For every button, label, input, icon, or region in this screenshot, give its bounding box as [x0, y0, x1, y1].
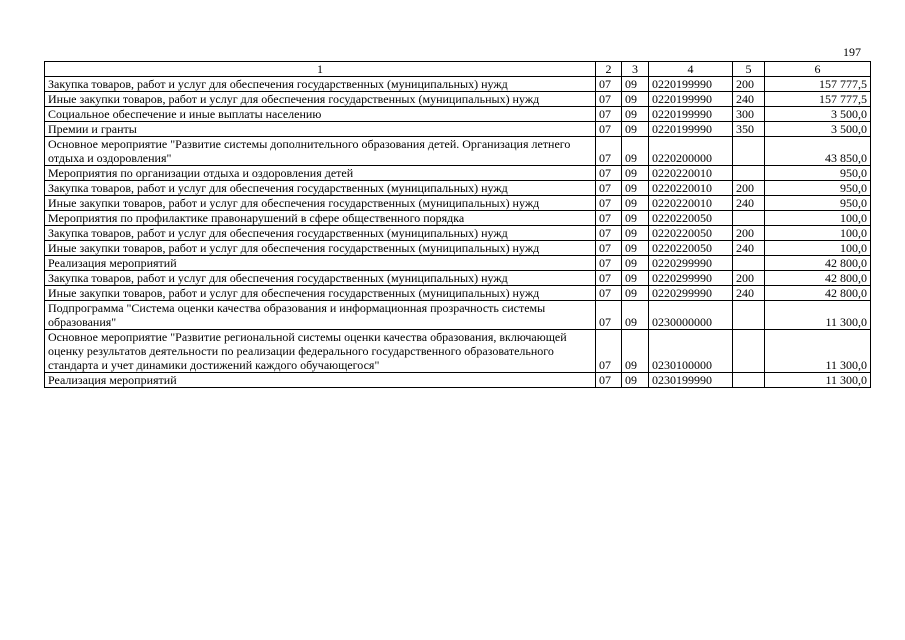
expense-type-cell [733, 330, 765, 373]
section-cell: 07 [596, 373, 622, 388]
column-header: 1 [45, 62, 596, 77]
amount-cell: 950,0 [765, 181, 871, 196]
table-row [45, 181, 871, 196]
amount-cell: 42 800,0 [765, 286, 871, 301]
subsection-cell: 09 [622, 256, 649, 271]
amount-cell: 42 800,0 [765, 271, 871, 286]
column-header: 6 [765, 62, 871, 77]
section-cell: 07 [596, 211, 622, 226]
section-cell: 07 [596, 181, 622, 196]
subsection-cell: 09 [622, 181, 649, 196]
table-row [45, 271, 871, 286]
expense-type-cell [733, 137, 765, 166]
expense-type-cell [733, 211, 765, 226]
subsection-cell: 09 [622, 122, 649, 137]
amount-cell: 100,0 [765, 241, 871, 256]
table-row [45, 77, 871, 92]
expense-type-cell: 200 [733, 181, 765, 196]
table-row [45, 286, 871, 301]
column-header: 2 [596, 62, 622, 77]
section-cell: 07 [596, 241, 622, 256]
subsection-cell: 09 [622, 77, 649, 92]
table-row [45, 196, 871, 211]
subsection-cell: 09 [622, 241, 649, 256]
expense-type-cell: 200 [733, 271, 765, 286]
subsection-cell: 09 [622, 211, 649, 226]
expense-type-cell [733, 256, 765, 271]
section-cell: 07 [596, 196, 622, 211]
table-row [45, 107, 871, 122]
subsection-cell: 09 [622, 166, 649, 181]
table-row [45, 122, 871, 137]
target-code-cell: 0220199990 [649, 77, 733, 92]
expense-type-cell: 200 [733, 77, 765, 92]
row-name-cell: Основное мероприятие "Развитие системы дополнительного образования детей. Организация летнего отдыха и оздоровления" [45, 137, 596, 166]
expense-type-cell: 300 [733, 107, 765, 122]
row-name-cell: Мероприятия по организации отдыха и оздоровления детей [45, 166, 596, 181]
expense-type-cell: 240 [733, 92, 765, 107]
expense-type-cell: 240 [733, 286, 765, 301]
target-code-cell: 0220199990 [649, 92, 733, 107]
row-name-cell: Закупка товаров, работ и услуг для обеспечения государственных (муниципальных) нужд [45, 77, 596, 92]
expense-type-cell: 240 [733, 241, 765, 256]
section-cell: 07 [596, 107, 622, 122]
row-name-cell: Иные закупки товаров, работ и услуг для обеспечения государственных (муниципальных) нужд [45, 286, 596, 301]
subsection-cell: 09 [622, 330, 649, 373]
row-name-cell: Закупка товаров, работ и услуг для обеспечения государственных (муниципальных) нужд [45, 181, 596, 196]
subsection-cell: 09 [622, 196, 649, 211]
target-code-cell: 0230100000 [649, 330, 733, 373]
row-name-cell: Иные закупки товаров, работ и услуг для обеспечения государственных (муниципальных) нужд [45, 92, 596, 107]
target-code-cell: 0220220050 [649, 211, 733, 226]
amount-cell: 11 300,0 [765, 301, 871, 330]
expense-type-cell [733, 301, 765, 330]
target-code-cell: 0220200000 [649, 137, 733, 166]
row-name-cell: Иные закупки товаров, работ и услуг для обеспечения государственных (муниципальных) нужд [45, 241, 596, 256]
table-row [45, 211, 871, 226]
budget-table [44, 61, 871, 388]
amount-cell: 42 800,0 [765, 256, 871, 271]
section-cell: 07 [596, 122, 622, 137]
section-cell: 07 [596, 330, 622, 373]
amount-cell: 157 777,5 [765, 77, 871, 92]
target-code-cell: 0230199990 [649, 373, 733, 388]
subsection-cell: 09 [622, 271, 649, 286]
target-code-cell: 0220299990 [649, 256, 733, 271]
expense-type-cell: 240 [733, 196, 765, 211]
expense-type-cell [733, 373, 765, 388]
target-code-cell: 0220299990 [649, 286, 733, 301]
table-row [45, 301, 871, 330]
table-row [45, 137, 871, 166]
column-header: 3 [622, 62, 649, 77]
row-name-cell: Реализация мероприятий [45, 373, 596, 388]
section-cell: 07 [596, 166, 622, 181]
row-name-cell: Мероприятия по профилактике правонарушений в сфере общественного порядка [45, 211, 596, 226]
subsection-cell: 09 [622, 107, 649, 122]
section-cell: 07 [596, 271, 622, 286]
amount-cell: 11 300,0 [765, 330, 871, 373]
row-name-cell: Основное мероприятие "Развитие региональной системы оценки качества образования, включающей оценку результатов деятельности по реализации федерального государственного образовательного стандарта и учет динамики достижений каждого обучающегося" [45, 330, 596, 373]
target-code-cell: 0220220010 [649, 166, 733, 181]
section-cell: 07 [596, 137, 622, 166]
target-code-cell: 0220220050 [649, 226, 733, 241]
amount-cell: 950,0 [765, 166, 871, 181]
row-name-cell: Премии и гранты [45, 122, 596, 137]
expense-type-cell: 200 [733, 226, 765, 241]
amount-cell: 11 300,0 [765, 373, 871, 388]
subsection-cell: 09 [622, 92, 649, 107]
row-name-cell: Закупка товаров, работ и услуг для обеспечения государственных (муниципальных) нужд [45, 226, 596, 241]
section-cell: 07 [596, 286, 622, 301]
amount-cell: 3 500,0 [765, 107, 871, 122]
table-row [45, 241, 871, 256]
target-code-cell: 0230000000 [649, 301, 733, 330]
row-name-cell: Иные закупки товаров, работ и услуг для обеспечения государственных (муниципальных) нужд [45, 196, 596, 211]
subsection-cell: 09 [622, 301, 649, 330]
row-name-cell: Реализация мероприятий [45, 256, 596, 271]
amount-cell: 100,0 [765, 211, 871, 226]
target-code-cell: 0220199990 [649, 107, 733, 122]
subsection-cell: 09 [622, 373, 649, 388]
section-cell: 07 [596, 226, 622, 241]
column-header: 5 [733, 62, 765, 77]
target-code-cell: 0220220010 [649, 181, 733, 196]
amount-cell: 100,0 [765, 226, 871, 241]
amount-cell: 950,0 [765, 196, 871, 211]
section-cell: 07 [596, 92, 622, 107]
section-cell: 07 [596, 256, 622, 271]
target-code-cell: 0220220010 [649, 196, 733, 211]
row-name-cell: Подпрограмма "Система оценки качества образования и информационная прозрачность системы образования" [45, 301, 596, 330]
subsection-cell: 09 [622, 226, 649, 241]
page-number: 197 [843, 45, 861, 59]
subsection-cell: 09 [622, 286, 649, 301]
table-row [45, 373, 871, 388]
table-row [45, 226, 871, 241]
table-row [45, 166, 871, 181]
row-name-cell: Социальное обеспечение и иные выплаты населению [45, 107, 596, 122]
amount-cell: 43 850,0 [765, 137, 871, 166]
section-cell: 07 [596, 301, 622, 330]
expense-type-cell [733, 166, 765, 181]
table-row [45, 256, 871, 271]
target-code-cell: 0220299990 [649, 271, 733, 286]
subsection-cell: 09 [622, 137, 649, 166]
target-code-cell: 0220199990 [649, 122, 733, 137]
section-cell: 07 [596, 77, 622, 92]
amount-cell: 3 500,0 [765, 122, 871, 137]
table-header-row [45, 62, 871, 77]
expense-type-cell: 350 [733, 122, 765, 137]
column-header: 4 [649, 62, 733, 77]
row-name-cell: Закупка товаров, работ и услуг для обеспечения государственных (муниципальных) нужд [45, 271, 596, 286]
table-row [45, 92, 871, 107]
amount-cell: 157 777,5 [765, 92, 871, 107]
target-code-cell: 0220220050 [649, 241, 733, 256]
table-row [45, 330, 871, 373]
